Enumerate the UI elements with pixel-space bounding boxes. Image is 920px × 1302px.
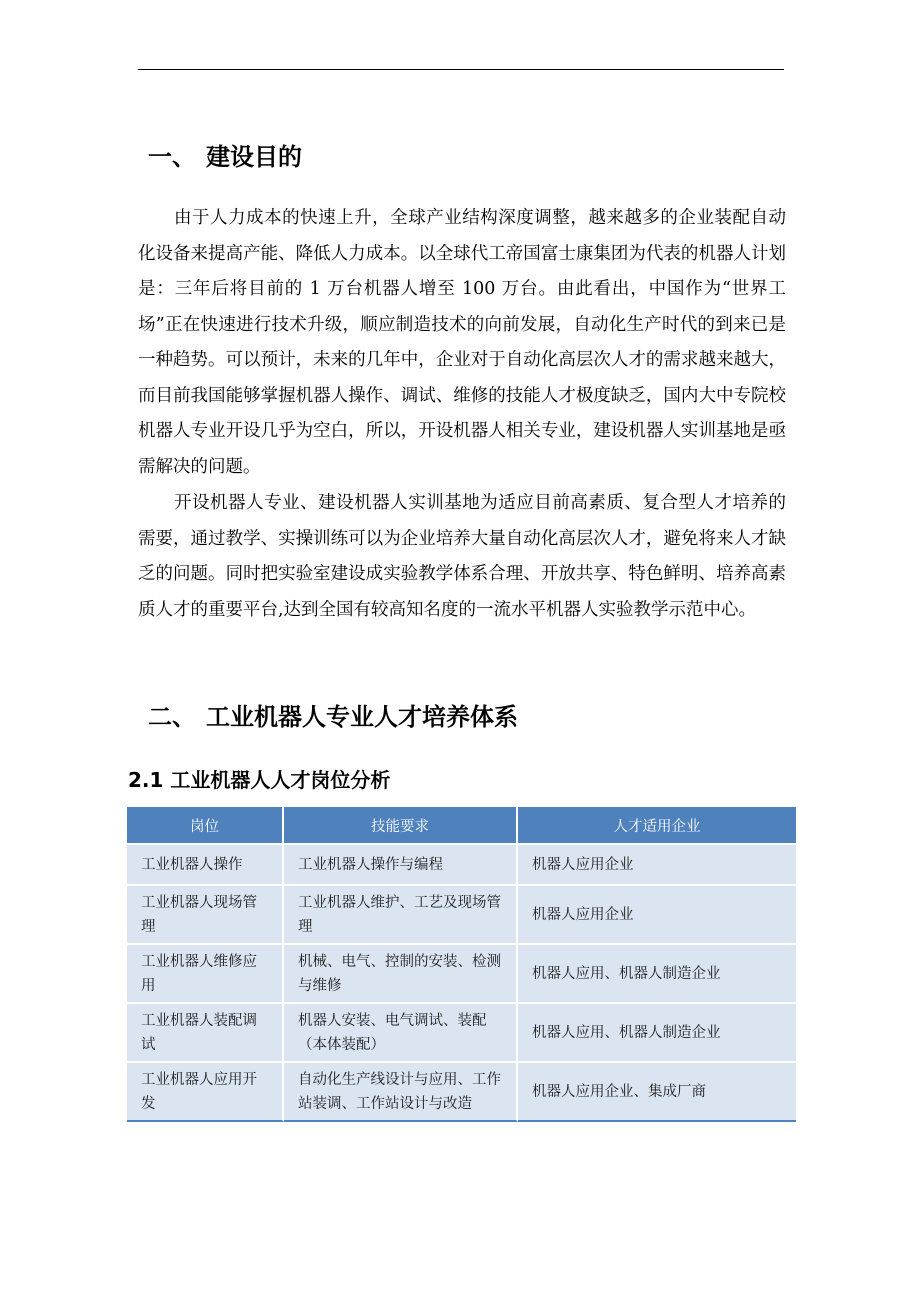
column-header: 岗位 — [127, 807, 284, 843]
table-cell: 机器人应用、机器人制造企业 — [518, 1002, 796, 1061]
table-cell: 机器人应用企业 — [518, 884, 796, 943]
table-row — [127, 884, 796, 943]
header-rule — [138, 69, 784, 70]
table-cell: 机器人应用、机器人制造企业 — [518, 943, 796, 1002]
section-number: 一、 — [148, 143, 196, 171]
table-cell: 工业机器人操作 — [127, 843, 284, 884]
table-row — [127, 1061, 796, 1122]
section-title: 建设目的 — [206, 143, 302, 171]
table-header-row — [127, 807, 796, 843]
section-title: 工业机器人专业人才培养体系 — [206, 703, 518, 731]
column-header: 技能要求 — [284, 807, 518, 843]
table-cell: 机器人安装、电气调试、装配（本体装配） — [284, 1002, 518, 1061]
column-header: 人才适用企业 — [518, 807, 796, 843]
table-cell: 工业机器人维护、工艺及现场管理 — [284, 884, 518, 943]
table-cell: 机器人应用企业 — [518, 843, 796, 884]
talent-table — [127, 807, 796, 1122]
table-row — [127, 843, 796, 884]
table-cell: 工业机器人装配调试 — [127, 1002, 284, 1061]
section-number: 二、 — [148, 703, 196, 731]
table-cell: 机械、电气、控制的安装、检测与维修 — [284, 943, 518, 1002]
table-cell: 工业机器人操作与编程 — [284, 843, 518, 884]
table-cell: 工业机器人维修应用 — [127, 943, 284, 1002]
table-cell: 自动化生产线设计与应用、工作站装调、工作站设计与改造 — [284, 1061, 518, 1122]
section-heading-2 — [148, 702, 518, 732]
section-heading-1 — [148, 142, 302, 172]
table-cell: 工业机器人应用开发 — [127, 1061, 284, 1122]
paragraph: 由于人力成本的快速上升，全球产业结构深度调整，越来越多的企业装配自动化设备来提高产能、降低人力成本。以全球代工帝国富士康集团为代表的机器人计划是：三年后将目前的 1 万台机器人增至 100 万台。由此看出，中国作为“世界工场”正在快速进行技术升级，顺应制造技术的向前发展，自动化生产时代的到来已是一种趋势。可以预计，未来的几年中，企业对于自动化高层次人才的需求越来越大，而目前我国能够掌握机器人操作、调试、维修的技能人才极度缺乏，国内大中专院校机器人专业开设几乎为空白，所以，开设机器人相关专业，建设机器人实训基地是亟需解决的问题。 — [138, 208, 786, 477]
subsection-heading: 2.1 工业机器人人才岗位分析 — [128, 768, 391, 792]
paragraph: 开设机器人专业、建设机器人实训基地为适应目前高素质、复合型人才培养的需要，通过教学、实操训练可以为企业培养大量自动化高层次人才，避免将来人才缺乏的问题。同时把实验室建设成实验教学体系合理、开放共享、特色鲜明、培养高素质人才的重要平台,达到全国有较高知名度的一流水平机器人实验教学示范中心。 — [138, 493, 786, 620]
table-cell: 机器人应用企业、集成厂商 — [518, 1061, 796, 1122]
table-cell: 工业机器人现场管理 — [127, 884, 284, 943]
table-row — [127, 943, 796, 1002]
table-row — [127, 1002, 796, 1061]
